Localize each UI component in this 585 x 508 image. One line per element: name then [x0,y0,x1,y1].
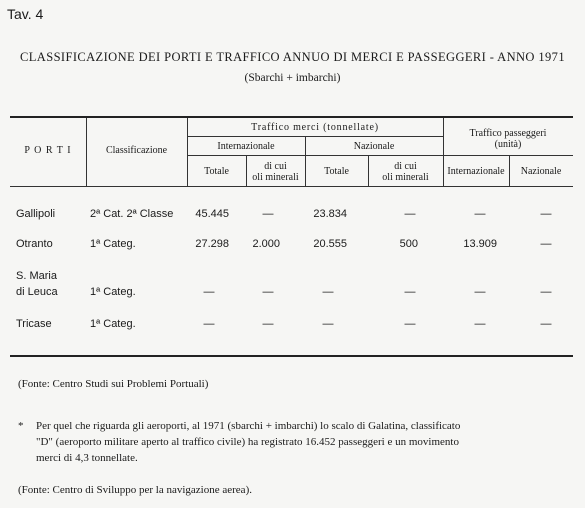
cell-int-oli: — [262,286,274,298]
header-internazionale: Internazionale [217,141,275,152]
cell-pass-int: — [474,208,486,220]
cell-int-oli: — [262,208,274,220]
merci-subheader-rule [187,155,443,156]
table-row-classe: 1ª Categ. [90,238,136,250]
table-row-porto: S. Maria [16,270,57,282]
cell-naz-oli: 500 [399,238,418,250]
header-int-oli: oli minerali [252,172,299,183]
merci-header-rule [187,136,443,137]
cell-int-totale: — [203,318,215,330]
page-subtitle: (Sbarchi + imbarchi) [244,72,341,84]
cell-pass-naz: — [540,238,552,250]
table-row-classe: 2ª Cat. 2ª Classe [90,208,174,220]
header-porti: P O R T I [24,145,72,156]
page-title: CLASSIFICAZIONE DEI PORTI E TRAFFICO ANNUO DI MERCI E PASSEGGERI - ANNO 1971 [20,50,565,64]
cell-int-totale: 27.298 [195,238,229,250]
header-pass-naz: Nazionale [520,166,562,177]
cell-naz-totale: 23.834 [313,208,347,220]
footnote-text-line1: Per quel che riguarda gli aeroporti, al 1971 (sbarchi + imbarchi) lo scalo di Galatina, classificato [36,420,461,432]
table-bottom-rule [10,355,573,357]
header-classificazione: Classificazione [105,145,168,156]
cell-naz-oli: — [404,286,416,298]
header-pass-int: Internazionale [447,166,505,177]
table-row-porto: Otranto [16,238,53,250]
cell-naz-oli: — [404,318,416,330]
header-traffico-merci: Traffico merci (tonnellate) [251,122,379,133]
cell-pass-naz: — [540,318,552,330]
table-top-rule [10,116,573,118]
header-traffico-passeggeri: Traffico passeggeri [469,128,547,139]
cell-pass-naz: — [540,286,552,298]
source-note: (Fonte: Centro Studi sui Problemi Portuali) [18,378,209,390]
cell-int-oli: 2.000 [252,238,280,250]
table-row-porto: Gallipoli [16,208,56,220]
header-naz-dicui: di cui [394,161,417,172]
passeggeri-header-rule [443,155,573,156]
header-int-totale: Totale [204,166,229,177]
table-row-classe: 1ª Categ. [90,286,136,298]
table-row-porto: Tricase [16,318,52,330]
table-number: Tav. 4 [7,6,44,22]
footnote-marker: * [18,420,24,432]
header-nazionale: Nazionale [353,141,395,152]
cell-naz-totale: — [322,318,334,330]
cell-pass-naz: — [540,208,552,220]
header-unita: (unità) [494,139,522,150]
header-bottom-rule [10,186,573,187]
cell-int-oli: — [262,318,274,330]
cell-naz-totale: 20.555 [313,238,347,250]
cell-naz-oli: — [404,208,416,220]
header-naz-oli: oli minerali [382,172,429,183]
cell-naz-totale: — [322,286,334,298]
cell-int-totale: — [203,286,215,298]
cell-pass-int: — [474,318,486,330]
table-row-porto-line2: di Leuca [16,286,58,298]
header-int-dicui: di cui [264,161,287,172]
footnote-text-line2: "D" (aeroporto militare aperto al traffico civile) ha registrato 16.452 passeggeri e un movimento [36,436,459,448]
footnote-text-line3: merci di 4,3 tonnellate. [36,452,138,464]
cell-pass-int: — [474,286,486,298]
cell-int-totale: 45.445 [195,208,229,220]
table-row-classe: 1ª Categ. [90,318,136,330]
header-naz-totale: Totale [324,166,349,177]
source-note-aviation: (Fonte: Centro di Sviluppo per la navigazione aerea). [18,484,252,496]
cell-pass-int: 13.909 [463,238,497,250]
